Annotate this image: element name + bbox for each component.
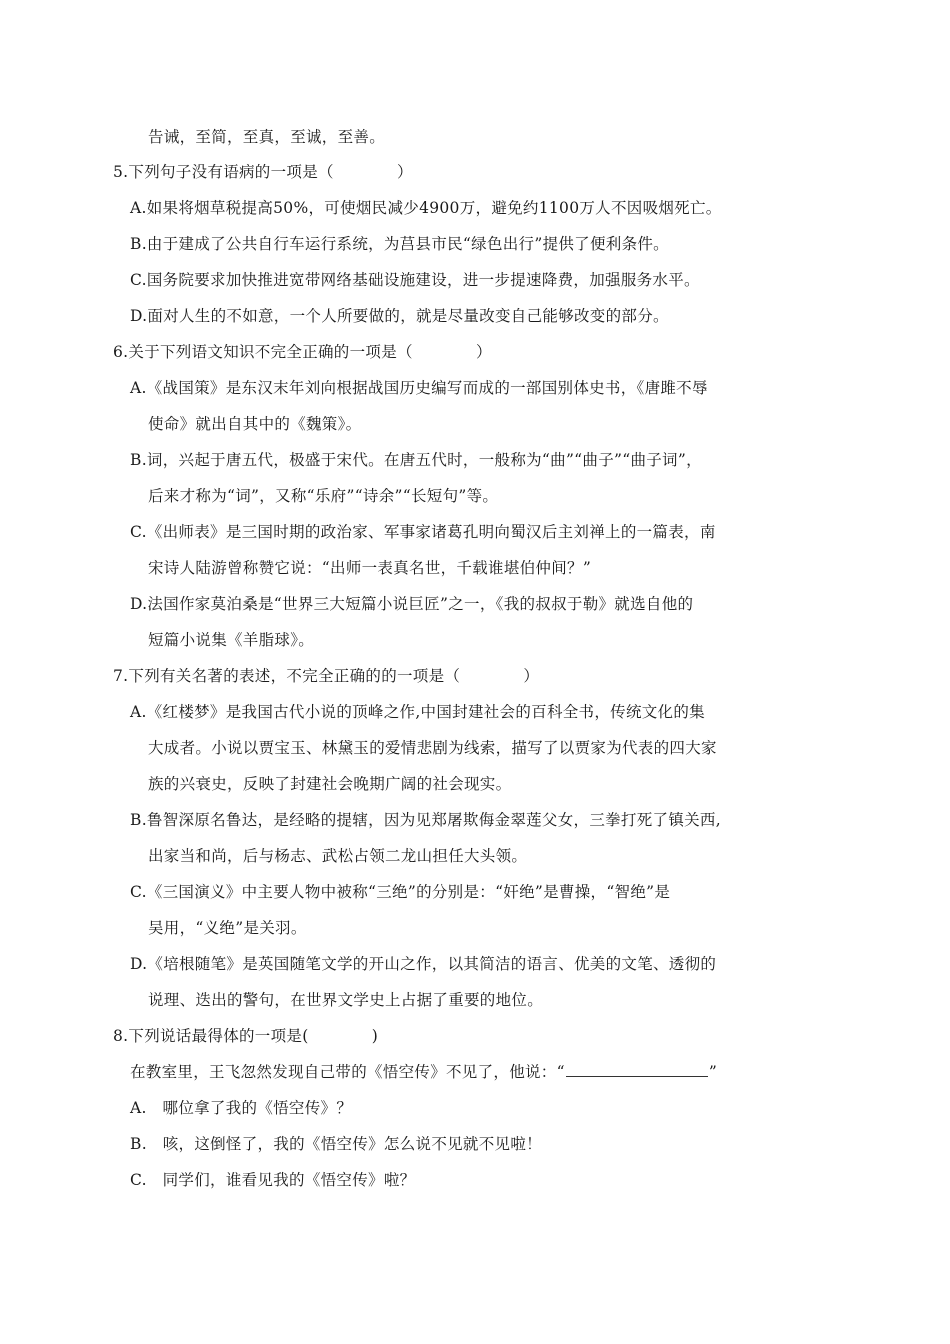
question-6-option-c-cont: 宋诗人陆游曾称赞它说：“出师一表真名世，千载谁堪伯仲间？” [148,559,592,577]
question-7-option-b: B.鲁智深原名鲁达，是经略的提辖，因为见郑屠欺侮金翠莲父女，三拳打死了镇关西, [130,811,721,829]
question-7-option-a-cont: 大成者。小说以贾宝玉、林黛玉的爱情悲剧为线索，描写了以贾家为代表的四大家 [148,739,717,757]
question-8-stem-close: ” [708,1063,718,1081]
answer-blank [566,1062,708,1077]
question-7-option-b-cont: 出家当和尚，后与杨志、武松占领二龙山担任大头领。 [148,847,528,865]
question-6: 6.关于下列语文知识不完全正确的一项是（ ） [113,343,492,361]
question-8-option-c: C. 同学们，谁看见我的《悟空传》啦？ [130,1171,416,1189]
question-6-option-b: B.词，兴起于唐五代，极盛于宋代。在唐五代时，一般称为“曲”“曲子”“曲子词”， [130,451,702,469]
question-8-option-b: B. 咳，这倒怪了，我的《悟空传》怎么说不见就不见啦！ [130,1135,542,1153]
question-7-option-c: C.《三国演义》中主要人物中被称“三绝”的分别是：“奸绝”是曹操，“智绝”是 [130,883,671,901]
question-7-option-c-cont: 吴用，“义绝”是关羽。 [148,919,307,937]
question-6-option-d: D.法国作家莫泊桑是“世界三大短篇小说巨匠”之一，《我的叔叔于勒》就选自他的 [130,595,694,613]
option-continuation: 告诫，至简，至真，至诚，至善。 [148,128,386,146]
question-7-option-a-cont2: 族的兴衰史，反映了封建社会晚期广阔的社会现实。 [148,775,512,793]
question-8-stem [130,1062,717,1082]
question-7: 7.下列有关名著的表述，不完全正确的的一项是（ ） [113,667,540,685]
question-5-option-b: B.由于建成了公共自行车运行系统，为莒县市民“绿色出行”提供了便利条件。 [130,235,669,253]
question-7-option-d: D.《培根随笔》是英国随笔文学的开山之作，以其简洁的语言、优美的文笔、透彻的 [130,955,717,973]
question-6-option-c: C.《出师表》是三国时期的政治家、军事家诸葛孔明向蜀汉后主刘禅上的一篇表，南 [130,523,716,541]
question-8: 8.下列说话最得体的一项是( ) [113,1027,379,1045]
question-6-option-d-cont: 短篇小说集《羊脂球》。 [148,631,315,649]
question-5: 5.下列句子没有语病的一项是（ ） [113,163,413,181]
question-5-option-a: A.如果将烟草税提高50%，可使烟民减少4900万，避免约1100万人不因吸烟死亡。 [130,199,722,217]
question-5-option-d: D.面对人生的不如意，一个人所要做的，就是尽量改变自己能够改变的部分。 [130,307,669,325]
question-7-option-d-cont: 说理、迭出的警句，在世界文学史上占据了重要的地位。 [148,991,544,1009]
question-6-option-a: A.《战国策》是东汉末年刘向根据战国历史编写而成的一部国别体史书，《唐雎不辱 [130,379,708,397]
question-5-option-c: C.国务院要求加快推进宽带网络基础设施建设，进一步提速降费，加强服务水平。 [130,271,700,289]
question-8-option-a: A. 哪位拿了我的《悟空传》？ [130,1099,353,1117]
question-6-option-b-cont: 后来才称为“词”，又称“乐府”“诗余”“长短句”等。 [148,487,499,505]
question-6-option-a-cont: 使命》就出自其中的《魏策》。 [148,415,362,433]
question-7-option-a: A.《红楼梦》是我国古代小说的顶峰之作,中国封建社会的百科全书，传统文化的集 [130,703,705,721]
question-8-stem-text: 在教室里，王飞忽然发现自己带的《悟空传》不见了，他说：“ [130,1063,565,1081]
